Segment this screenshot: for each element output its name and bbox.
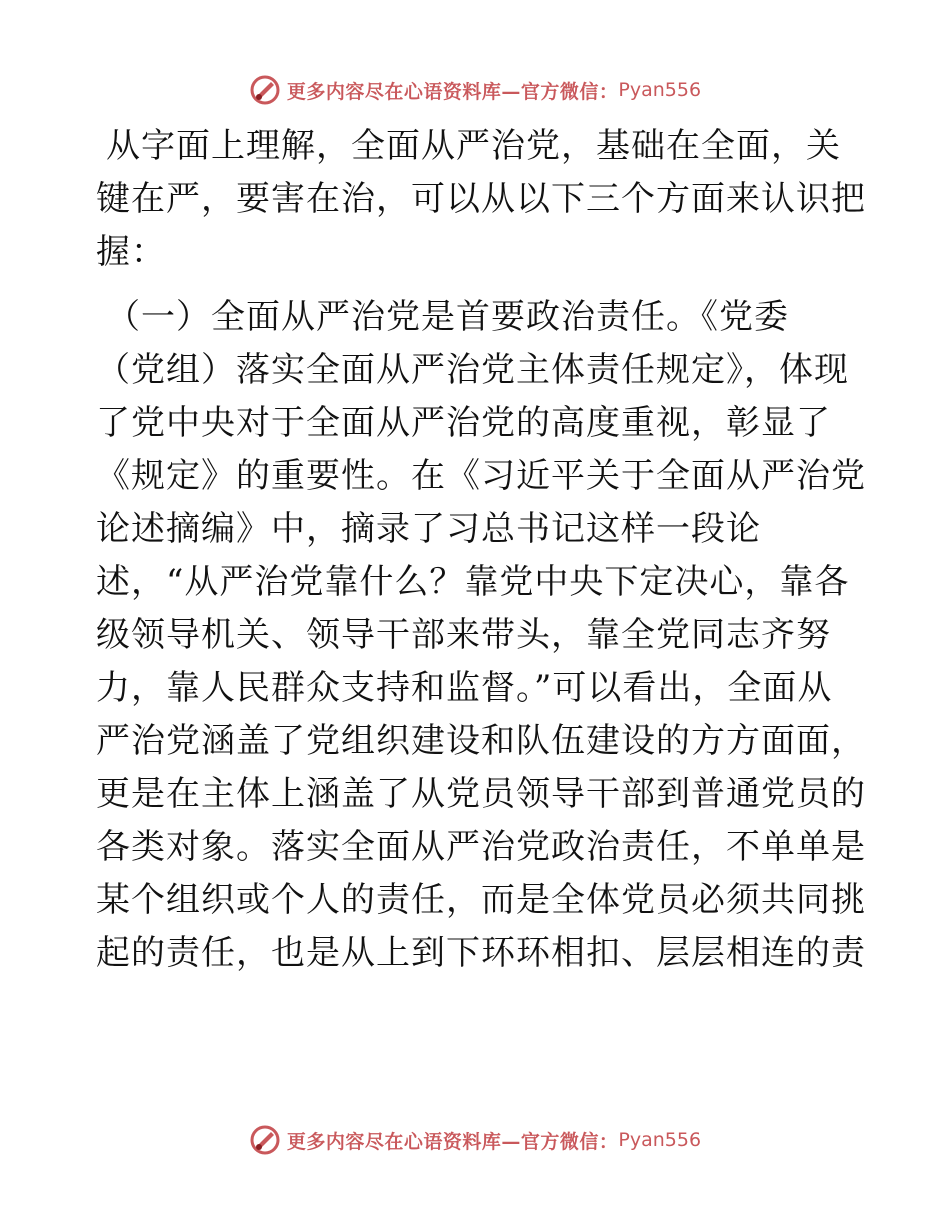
text-line: （一）全面从严治党是首要政治责任。《党委 <box>106 297 789 337</box>
paragraph-2 <box>96 291 866 980</box>
header-banner <box>0 70 950 110</box>
text-line: 从字面上理解，全面从严治党，基础在全面，关 <box>106 126 841 166</box>
paragraph-1 <box>96 120 866 279</box>
text-line: 严治党涵盖了党组织建设和队伍建设的方方面面， <box>96 721 866 761</box>
red-brush-seal-icon <box>249 1124 281 1156</box>
header-banner-id: Pyan556 <box>618 79 702 101</box>
text-line: 论述摘编》中，摘录了习总书记这样一段论 <box>96 509 761 549</box>
text-line: 键在严，要害在治，可以从以下三个方面来认识把 <box>96 179 866 219</box>
document-body <box>96 120 866 980</box>
text-line: 了党中央对于全面从严治党的高度重视，彰显了 <box>96 403 831 443</box>
footer-banner-id: Pyan556 <box>618 1129 702 1151</box>
red-brush-seal-icon <box>249 74 281 106</box>
text-line: 起的责任，也是从上到下环环相扣、层层相连的责 <box>96 933 866 973</box>
text-line: 握： <box>96 232 166 272</box>
text-line: 述，“从严治党靠什么？靠党中央下定决心，靠各 <box>96 562 850 602</box>
text-line: 某个组织或个人的责任，而是全体党员必须共同挑 <box>96 880 866 920</box>
text-line: 级领导机关、领导干部来带头，靠全党同志齐努 <box>96 615 831 655</box>
text-line: 力，靠人民群众支持和监督。”可以看出，全面从 <box>96 668 833 708</box>
text-line: （党组）落实全面从严治党主体责任规定》，体现 <box>96 350 849 390</box>
text-line: 更是在主体上涵盖了从党员领导干部到普通党员的 <box>96 774 866 814</box>
footer-banner <box>0 1120 950 1160</box>
header-banner-text: 更多内容尽在心语资料库—官方微信： <box>286 80 619 103</box>
text-line: 《规定》的重要性。在《习近平关于全面从严治党 <box>96 456 866 496</box>
footer-banner-text: 更多内容尽在心语资料库—官方微信： <box>286 1130 619 1153</box>
text-line: 各类对象。落实全面从严治党政治责任，不单单是 <box>96 827 866 867</box>
